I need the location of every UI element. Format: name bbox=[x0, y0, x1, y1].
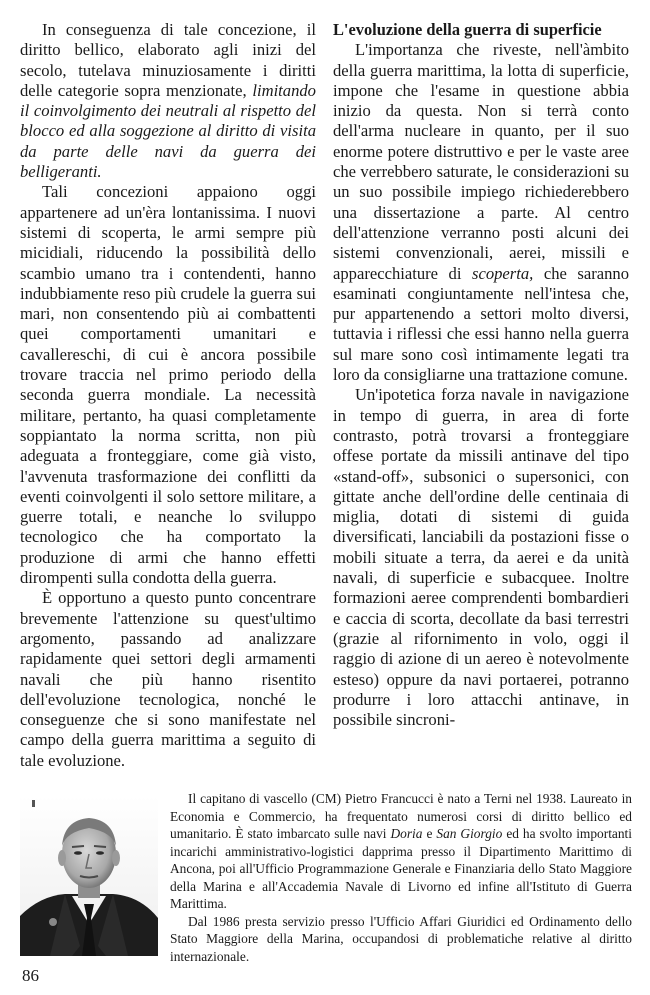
right-paragraph-1-italic: scoperta, bbox=[472, 263, 534, 283]
bio-paragraph-1-text-a: Il capitano di vascello (CM) Pietro Francucci è nato a Terni nel 1938. Laureato in Economia e Commercio, ha frequentato numerosi corsi di diritto bellico ed umanitario. È stato imbarcato sulle navi bbox=[170, 791, 632, 841]
author-biography bbox=[170, 790, 632, 965]
author-portrait-icon bbox=[20, 796, 158, 956]
left-paragraph-2: Tali concezioni appaiono oggi appartenere ad un'èra lontanissima. I nuovi sistemi di scoperta, le armi sempre più micidiali, riducendo la possibilità dello scambio umano tra i contendenti, hanno indubbiamente reso più crudele la guerra sui mari, non consentendo più ai combattenti quei comportamenti umanitari e cavallereschi, di cui è ancora possibile trovare traccia nel primo periodo della seconda guerra mondiale. La necessità militare, pertanto, ha quasi completamente soppiantato la norma scritta, non più adeguata a fronteggiare, come già visto, l'avvenuta trasformazione dei conflitti da eventi coinvolgenti il solo settore militare, a guerre totali, e neanche lo sviluppo tecnologico che ha comportato la produzione di armi che hanno effetti dirompenti sulla condotta della guerra. bbox=[20, 182, 316, 588]
bio-ship-2: San Giorgio bbox=[436, 826, 503, 841]
author-portrait-photo bbox=[20, 796, 158, 956]
right-paragraph-1-text-a: L'importanza che riveste, nell'àmbito della guerra marittima, la lotta di superficie, impone che l'esame in questione abbia inizio da questa. Non si terrà conto dell'arma nucleare in quanto, per il suo enorme potere distruttivo e per le vaste aree che verrebbero saturate, le considerazioni su un suo possibile impiego richiederebbero una dissertazione a parte. Al centro dell'attenzione verranno posti alcuni dei sistemi convenzionali, aerei, missili e apparecchiature di bbox=[333, 40, 629, 283]
bio-ship-1: Doria bbox=[390, 826, 423, 841]
right-paragraph-2: Un'ipotetica forza navale in navigazione in tempo di guerra, in area di forte contrasto, potrà trovarsi a fronteggiare offese portate da missili antinave del tipo «stand-off», subsonici o supersonici, con gittate anche dell'ordine delle centinaia di miglia, dotati di sistemi di guida diversificati, lanciabili da postazioni fisse o mobili situate a terra, da aerei e da unità navali, di superficie e subacquee. Inoltre formazioni aeree comprendenti bombardieri e caccia di scorta, decollate da basi terrestri (grazie al rifornimento in volo, oggi il raggio di azione di un aereo è notevolmente esteso) oppure da navi portaerei, potranno produrre i loro attacchi antinave, in possibile sincroni- bbox=[333, 385, 629, 730]
bio-paragraph-1 bbox=[170, 790, 632, 913]
right-column bbox=[333, 20, 629, 730]
left-column bbox=[20, 20, 316, 771]
left-paragraph-1-text: In conseguenza di tale concezione, il diritto bellico, elaborato agli inizi del secolo, tutelava minuziosamente i diritti delle categorie sopra menzionate, bbox=[20, 20, 316, 100]
left-paragraph-1-italic: limitando il coinvolgimento dei neutrali al rispetto del blocco ed alla soggezione al diritto di visita da parte delle navi da guerra dei belligeranti. bbox=[20, 80, 316, 182]
bio-paragraph-2: Dal 1986 presta servizio presso l'Ufficio Affari Giuridici ed Ordinamento dello Stato Maggiore della Marina, occupandosi di problematiche relative al diritto internazionale. bbox=[170, 913, 632, 964]
bio-paragraph-1-text-b: ed ha svolto importanti incarichi amministrativo-logistici dapprima presso il Dipartimento Marittimo di Ancona, poi all'Ufficio Programmazione Generale e Finanziaria dello Stato Maggiore della Marina e all'Accademia Navale di Livorno ed infine all'Istituto di Guerra Marittima. bbox=[170, 826, 632, 911]
left-paragraph-3: È opportuno a questo punto concentrare brevemente l'attenzione su quest'ultimo argomento, passando ad analizzare rapidamente quei settori degli armamenti navali che più hanno risentito dell'evoluzione tecnologica, nonché le conseguenze che si sono manifestate nel campo della guerra marittima a seguito di tale evoluzione. bbox=[20, 588, 316, 770]
section-heading: L'evoluzione della guerra di superficie bbox=[333, 20, 602, 39]
left-paragraph-1 bbox=[20, 20, 316, 182]
bio-conjunction: e bbox=[426, 826, 433, 841]
page-number: 86 bbox=[22, 966, 39, 985]
right-paragraph-1-text-b: che saranno esaminati congiuntamente nell'intesa che, pur appartenendo a settori molto diversi, tuttavia i riflessi che essi hanno nella guerra sul mare sono così intimamente legati tra loro da consigliarne una trattazione comune. bbox=[333, 263, 629, 385]
right-paragraph-1 bbox=[333, 40, 629, 385]
